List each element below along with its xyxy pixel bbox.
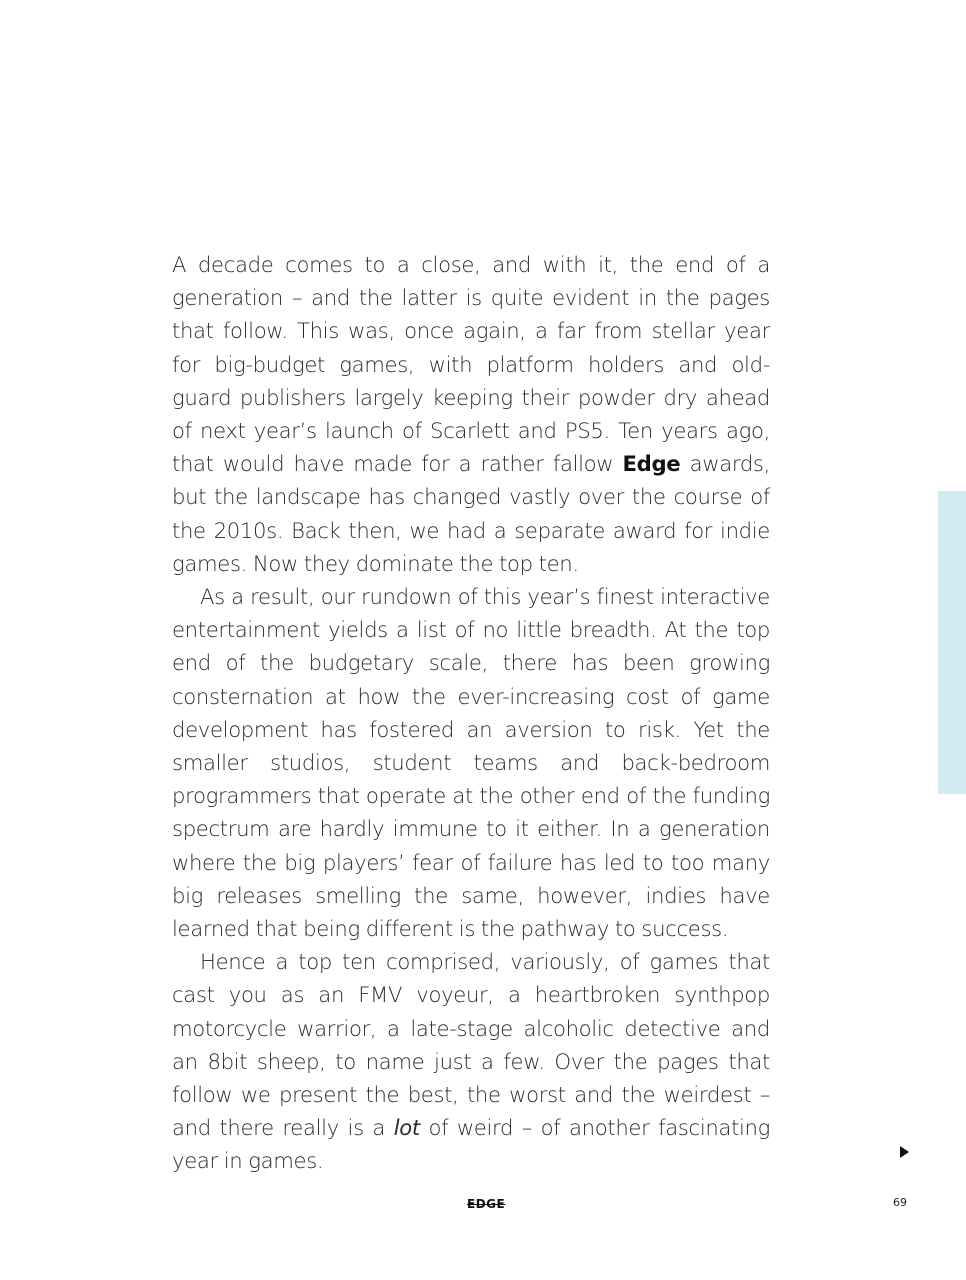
side-accent-bar: [938, 491, 966, 794]
paragraph-3-text-b: of weird – of another fascinating year in games.: [172, 1115, 771, 1174]
continue-arrow-icon: [900, 1146, 909, 1158]
paragraph-2: As a result, our rundown of this year’s finest interactive entertainment yields a list of no little breadth. At the top end of the budgetary scale, there has been growing consternation at how the ever-increasing cost of game development has fostered an aversion to risk. Yet the smaller studios, student teams and back-bedroom programmers that operate at the other end of the funding spectrum are hardly immune to it either. In a generation where the big players’ fear of failure has led to too many big releases smelling the same, however, indies have learned that being different is the pathway to success.: [172, 584, 770, 942]
edge-brand-inline: Edge: [622, 451, 681, 477]
article-body: [172, 248, 770, 1178]
paragraph-3: [172, 945, 770, 1177]
edge-footer-logo: EDGE: [467, 1197, 506, 1211]
emphasis-lot: lot: [393, 1115, 420, 1141]
paragraph-3-text-a: Hence a top ten comprised, variously, of games that cast you as an FMV voyeur, a heartbroken synthpop motorcycle warrior, a late-stage alcoholic detective and an 8bit sheep, to name just a few. Over the pages that follow we present the best, the worst and the weirdest – and there really is a: [172, 949, 770, 1141]
paragraph-1-text-b: awards, but the landscape has changed vastly over the course of the 2010s. Back then, we had a separate award for indie games. Now they dominate the top ten.: [172, 451, 770, 576]
paragraph-1-text-a: A decade comes to a close, and with it, the end of a generation – and the latter is quite evident in the pages that follow. This was, once again, a far from stellar year for big-budget games, with platform holders and old-guard publishers largely keeping their powder dry ahead of next year’s launch of Scarlett and PS5. Ten years ago, that would have made for a rather fallow: [172, 252, 770, 477]
page-number: 69: [893, 1196, 907, 1209]
paragraph-1: [172, 248, 770, 580]
